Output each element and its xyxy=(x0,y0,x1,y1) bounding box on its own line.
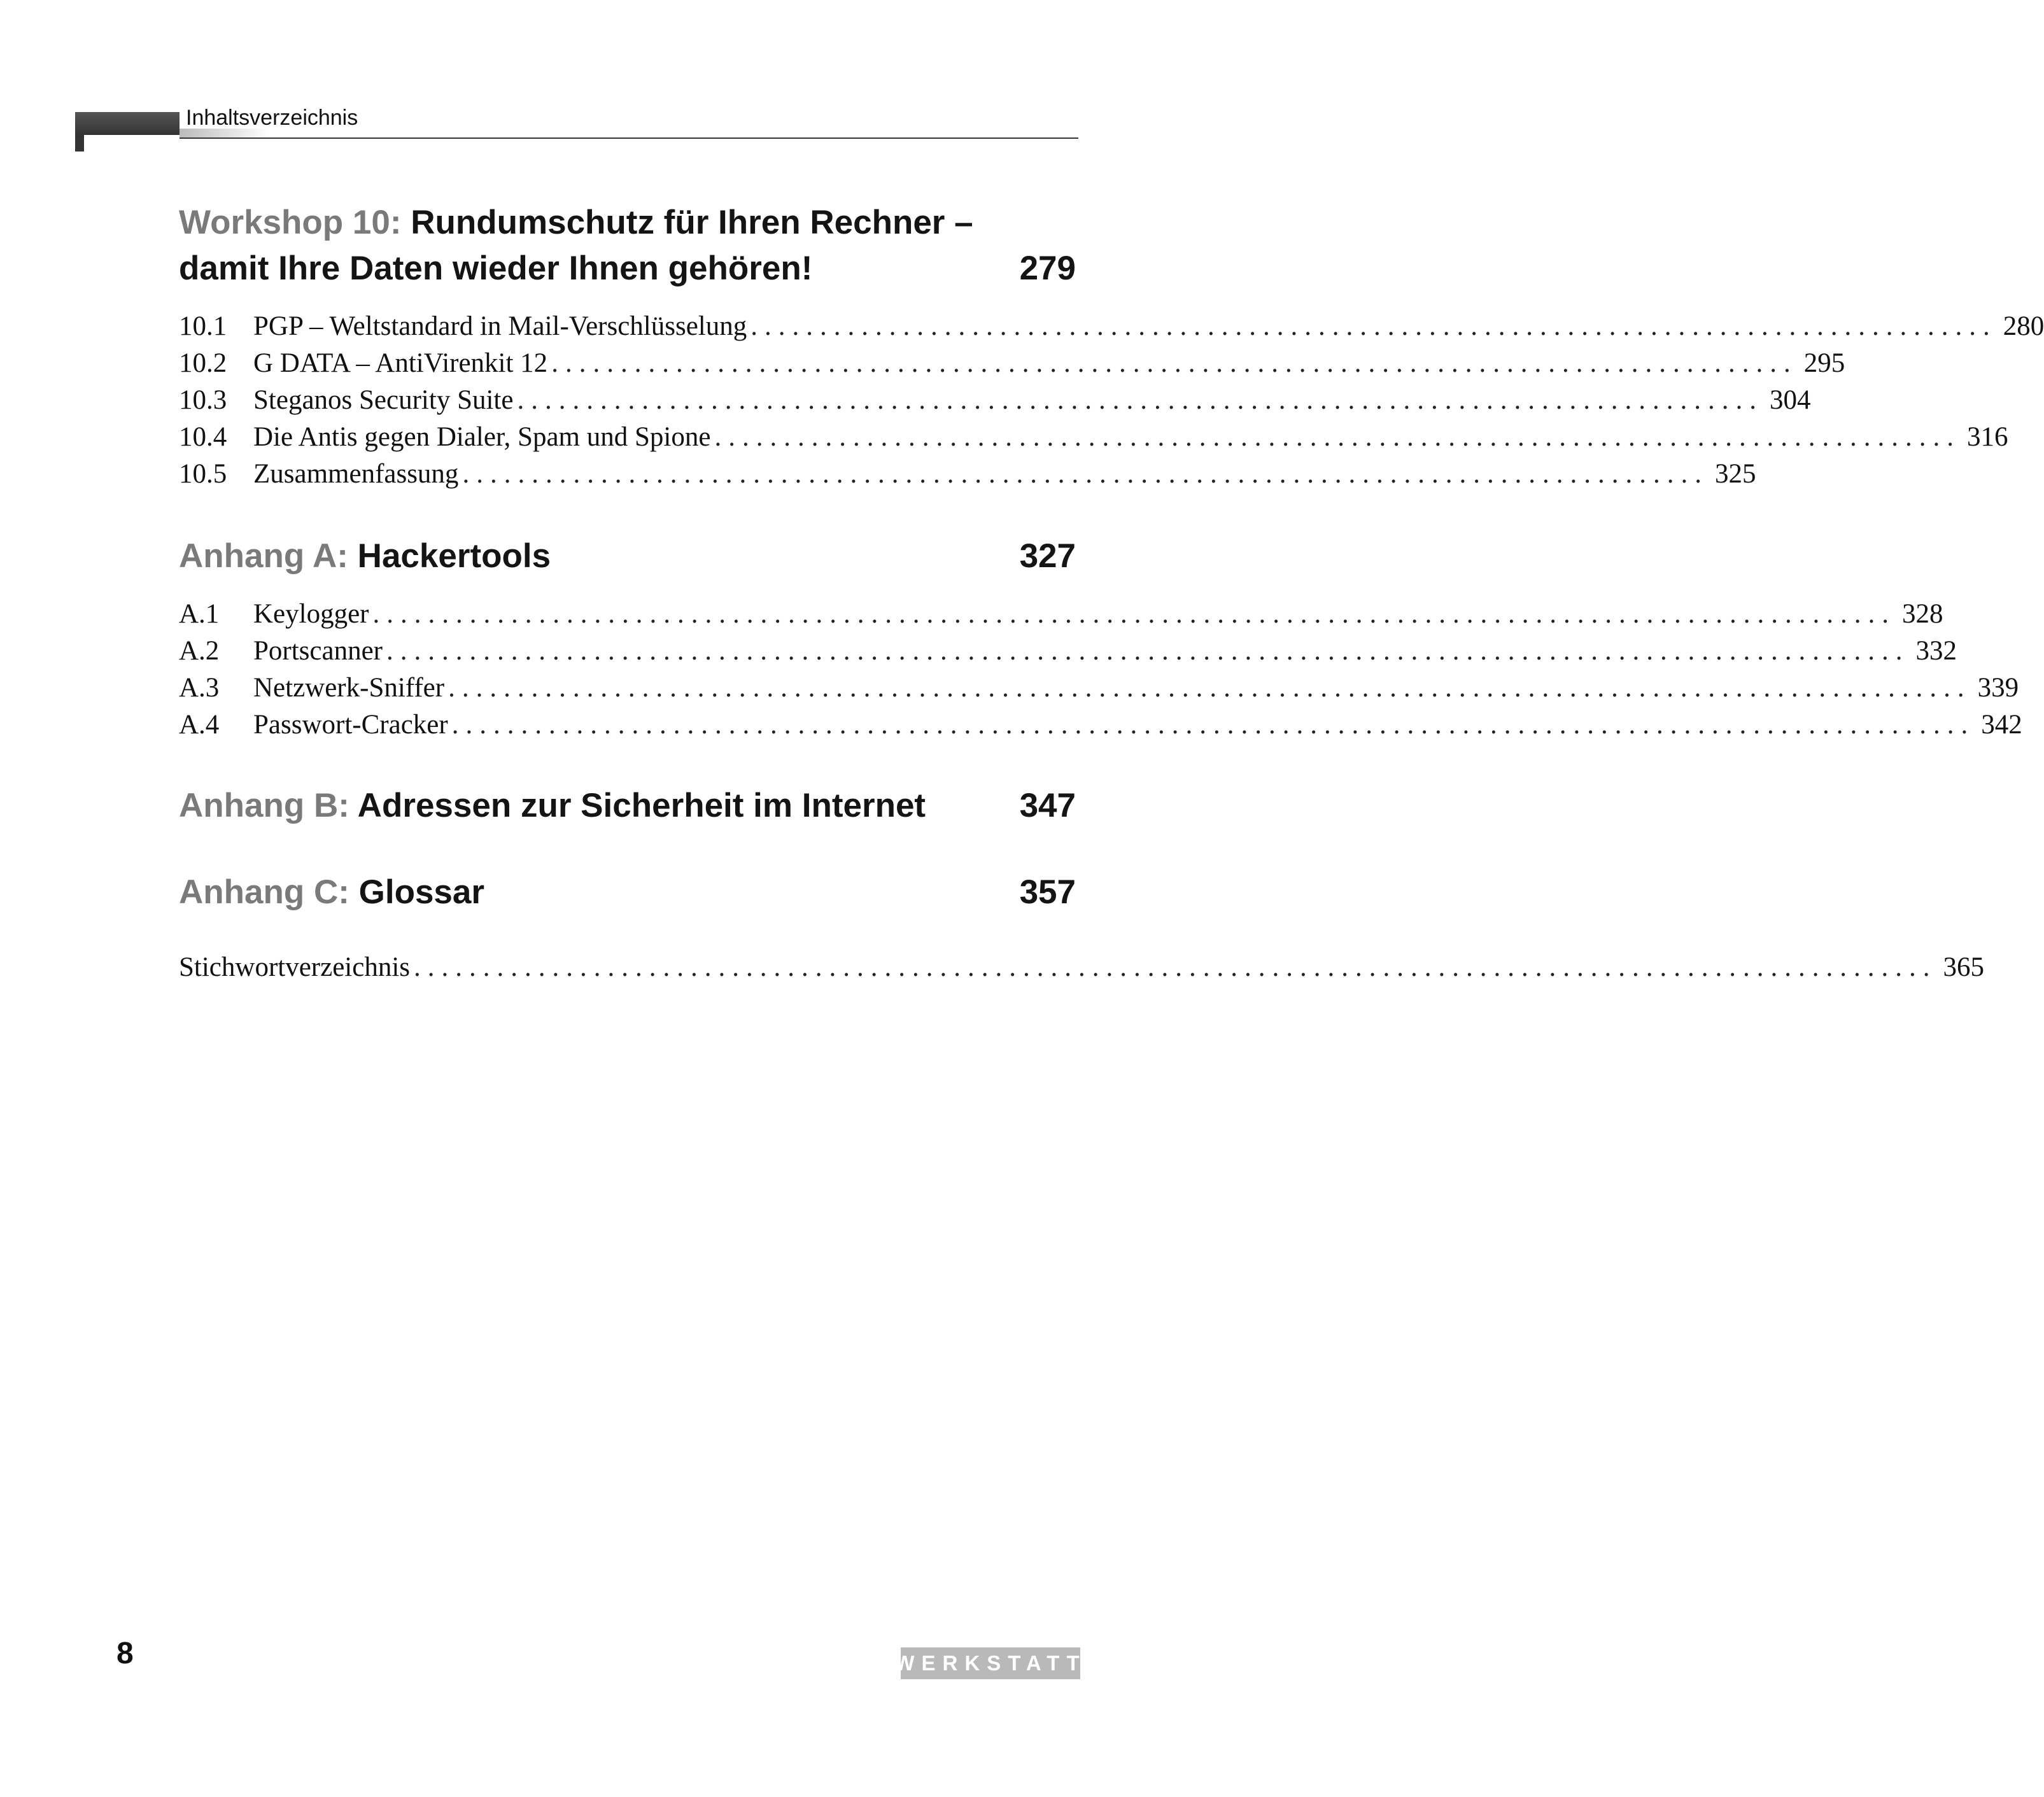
toc-entry[interactable] xyxy=(179,670,2019,707)
toc-entry-page: 365 xyxy=(1943,952,1985,982)
chapter-title-line2: damit Ihre Daten wieder Ihnen gehören! xyxy=(179,250,813,287)
toc-entry[interactable] xyxy=(179,707,2022,743)
chapter-heading-line2 xyxy=(179,246,1076,292)
chapter-appendix-b xyxy=(179,783,1076,829)
chapter-page: 347 xyxy=(1019,787,1076,824)
toc-entry-page: 342 xyxy=(1981,710,2022,740)
toc-entry-page: 339 xyxy=(1977,673,2019,703)
chapter-page: 279 xyxy=(1019,250,1076,287)
chapter-heading-line1 xyxy=(179,200,1076,246)
toc-entry-title: Passwort-Cracker xyxy=(253,710,448,740)
chapter-heading xyxy=(179,870,1076,915)
toc-entry-page: 304 xyxy=(1769,385,1811,415)
page-number: 8 xyxy=(116,1637,134,1670)
chapter-page: 327 xyxy=(1019,537,1076,575)
toc-leader-dots: .............................................................................................................. xyxy=(448,673,1971,703)
toc-leader-dots: .............................................................................................................. xyxy=(372,599,1896,629)
toc-entry-title: Die Antis gegen Dialer, Spam und Spione xyxy=(253,422,711,452)
chapter-title: Glossar xyxy=(358,873,485,911)
toc-entry-title: PGP – Weltstandard in Mail-Verschlüsselung xyxy=(253,311,747,341)
toc-entry-index[interactable] xyxy=(179,949,1985,986)
toc-entry-page: 328 xyxy=(1902,599,1943,629)
chapter-label: Anhang A: xyxy=(179,537,358,575)
chapter-appendix-a xyxy=(179,533,1076,579)
toc-entry[interactable] xyxy=(179,308,2044,345)
header-rule xyxy=(180,137,1078,139)
toc-entry-number: 10.2 xyxy=(179,348,227,378)
toc-entry-title: Keylogger xyxy=(253,599,369,629)
toc-entry-page: 280 xyxy=(2003,311,2044,341)
toc-entry-number: 10.4 xyxy=(179,422,227,452)
toc-leader-dots: .......................................................................................... xyxy=(551,348,1798,378)
chapter-label: Anhang C: xyxy=(179,873,359,911)
toc-leader-dots: .......................................................................................... xyxy=(517,385,1763,415)
toc-entry-page: 295 xyxy=(1803,348,1845,378)
toc-leader-dots: .............................................................................................................. xyxy=(386,636,1910,666)
toc-leader-dots: .......................................................................................... xyxy=(462,459,1709,489)
toc-leader-dots: .............................................................................................................. xyxy=(451,710,1975,740)
chapter-label: Workshop 10: xyxy=(179,204,411,241)
toc-entry-number: 10.5 xyxy=(179,459,227,489)
toc-list-appendix-a xyxy=(179,596,2022,743)
chapter-heading xyxy=(179,533,1076,579)
toc-entry-number: 10.3 xyxy=(179,385,227,415)
chapter-title: Adressen zur Sicherheit im Internet xyxy=(357,787,926,824)
toc-entry-number: A.1 xyxy=(179,599,220,629)
chapter-label: Anhang B: xyxy=(179,787,358,824)
chapter-heading xyxy=(179,783,1076,829)
toc-entry-title: G DATA – AntiVirenkit 12 xyxy=(253,348,548,378)
toc-entry-title: Zusammenfassung xyxy=(253,459,459,489)
toc-entry-title: Steganos Security Suite xyxy=(253,385,514,415)
toc-entry[interactable] xyxy=(179,382,1811,419)
toc-entry-title: Portscanner xyxy=(253,636,383,666)
toc-entry[interactable] xyxy=(179,419,2008,456)
toc-leader-dots: .............................................................................................................. xyxy=(414,952,1937,982)
toc-entry-title: Netzwerk-Sniffer xyxy=(253,673,445,703)
toc-list-index xyxy=(179,949,1985,986)
chapter-title: Hackertools xyxy=(357,537,551,575)
chapter-page: 357 xyxy=(1019,873,1076,911)
werkstatt-brand-badge: WERKSTATT xyxy=(901,1647,1080,1679)
toc-leader-dots: .......................................................................................... xyxy=(751,311,1997,341)
chapter-workshop-10 xyxy=(179,200,1076,292)
running-header-title: Inhaltsverzeichnis xyxy=(186,106,358,130)
toc-entry[interactable] xyxy=(179,633,1957,670)
toc-entry-page: 325 xyxy=(1714,459,1756,489)
toc-list-workshop-10 xyxy=(179,308,2044,493)
toc-entry-number: A.3 xyxy=(179,673,220,703)
toc-entry-page: 316 xyxy=(1966,422,2008,452)
toc-entry-number: A.2 xyxy=(179,636,220,666)
chapter-appendix-c xyxy=(179,870,1076,915)
toc-entry-page: 332 xyxy=(1915,636,1957,666)
toc-entry-number: A.4 xyxy=(179,710,220,740)
toc-leader-dots: .......................................................................................... xyxy=(714,422,1961,452)
chapter-title-line1: Rundumschutz für Ihren Rechner – xyxy=(411,204,973,241)
toc-entry-title: Stichwortverzeichnis xyxy=(179,952,411,982)
toc-entry[interactable] xyxy=(179,456,1756,493)
toc-entry[interactable] xyxy=(179,596,1943,633)
toc-entry[interactable] xyxy=(179,345,1845,382)
header-bar-mark xyxy=(75,112,180,135)
toc-entry-number: 10.1 xyxy=(179,311,227,341)
